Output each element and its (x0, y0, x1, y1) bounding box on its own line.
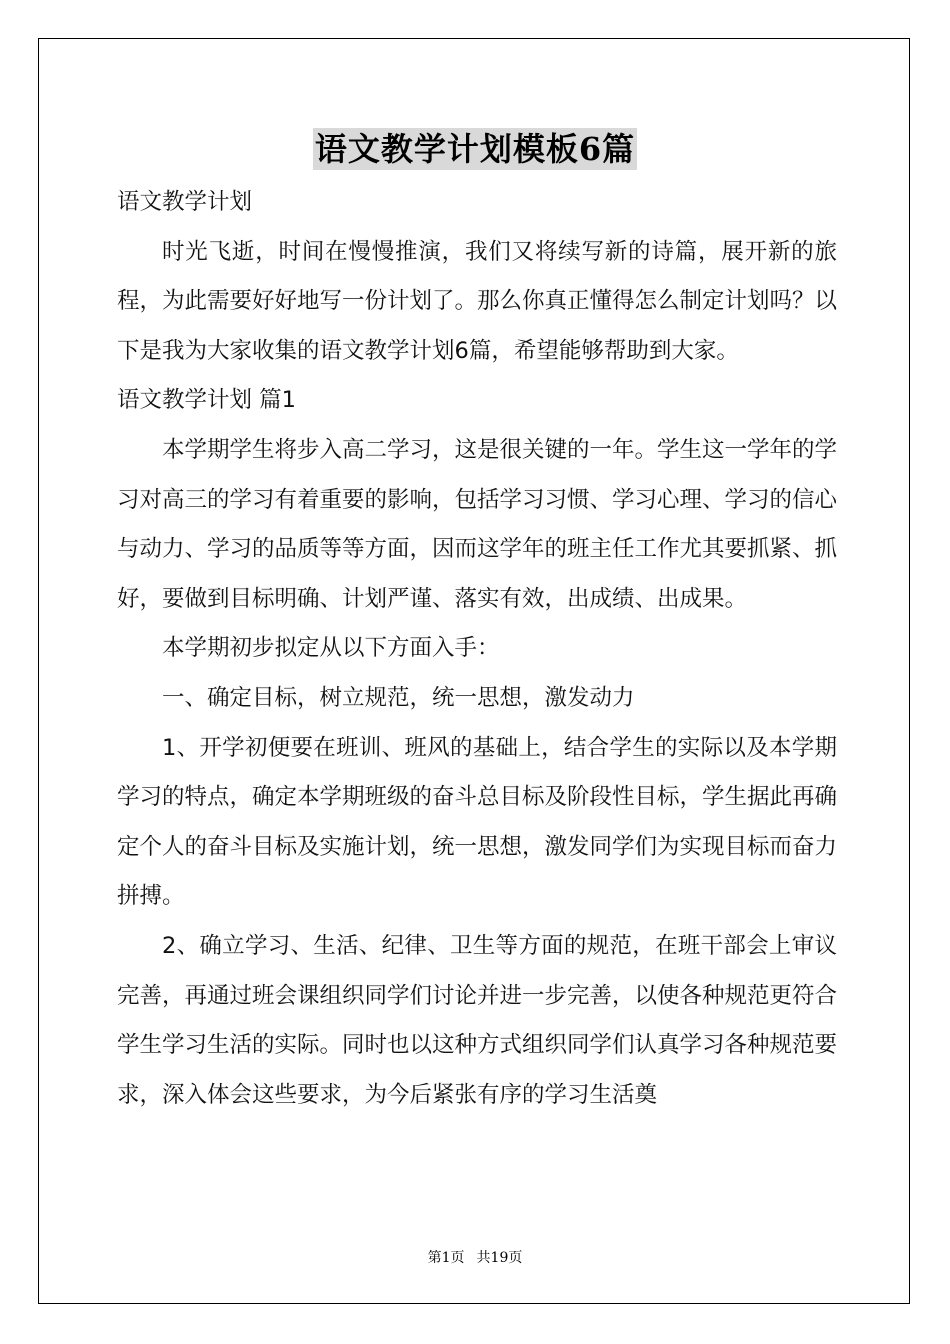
page-total: 共19页 (476, 1250, 523, 1266)
paragraph-4: 本学期初步拟定从以下方面入手： (162, 635, 500, 662)
paragraph-5: 一、确定目标，树立规范，统一思想，激发动力 (162, 684, 635, 711)
paragraph-0: 语文教学计划 (117, 189, 253, 215)
paragraph-6: 1、开学初便要在班训、班风的基础上，结合学生的实际以及本学期学习的特点，确定本学期班级的奋斗总目标及阶段性目标，学生据此再确定个人的奋斗目标及实施计划，统一思想，激发同学们为实现目标而奋力拼搏。 (117, 734, 838, 910)
paragraph-7: 2、确立学习、生活、纪律、卫生等方面的规范，在班干部会上审议完善，再通过班会课组织同学们讨论并进一步完善，以使各种规范更符合学生学习生活的实际。同时也以这种方式组织同学们认真学习各种规范要求，深入体会这些要求，为今后紧张有序的学习生活奠 (117, 932, 838, 1108)
page-number: 第1页 (427, 1250, 465, 1266)
title-container (0, 128, 950, 170)
paragraph-2: 语文教学计划 篇1 (117, 387, 296, 414)
document-title: 语文教学计划模板6篇 (314, 130, 636, 168)
document-body (117, 178, 837, 1120)
paragraph-3: 本学期学生将步入高二学习，这是很关键的一年。学生这一学年的学习对高三的学习有着重要的影响，包括学习习惯、学习心理、学习的信心与动力、学习的品质等等方面，因而这学年的班主任工作尤其要抓紧、抓好，要做到目标明确、计划严谨、落实有效，出成绩、出成果。 (117, 436, 838, 612)
paragraph-1: 时光飞逝，时间在慢慢推演，我们又将续写新的诗篇，展开新的旅程，为此需要好好地写一份计划了。那么你真正懂得怎么制定计划吗？以下是我为大家收集的语文教学计划6篇，希望能够帮助到大家。 (117, 238, 838, 364)
page-footer (0, 1247, 950, 1267)
